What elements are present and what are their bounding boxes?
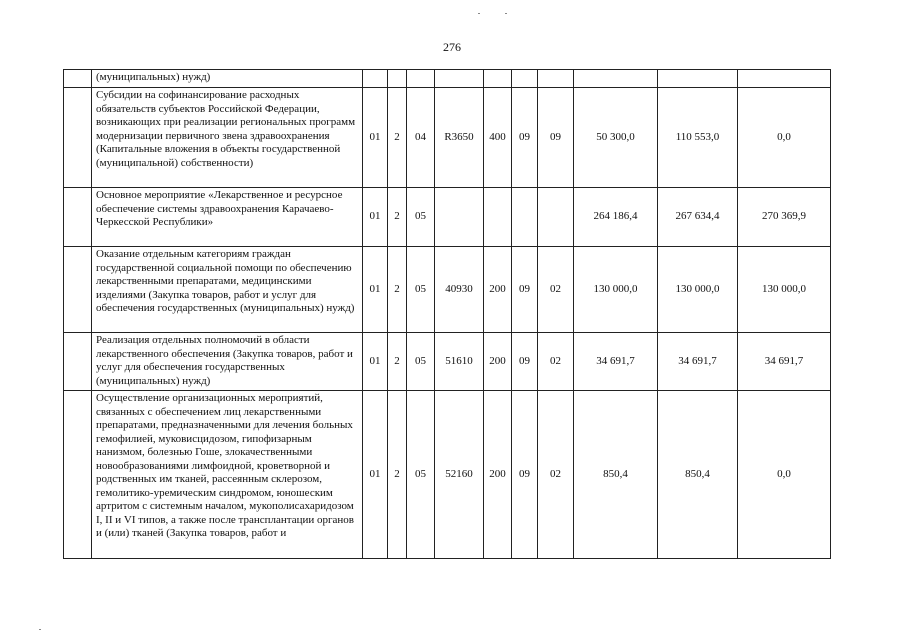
expense-type-cell: 200 <box>484 247 512 333</box>
scan-speck <box>478 13 480 14</box>
amount-year3-cell: 0,0 <box>738 88 831 188</box>
table-row <box>64 188 831 247</box>
row-number-cell <box>64 88 92 188</box>
section-code-cell: 09 <box>512 333 538 391</box>
description-cell: Субсидии на софинансирование расходных обязательств субъектов Российской Федерации, возникающих при реализации региональных программ модернизации первичного звена здравоохранения (Капитальные вложения в объекты государственной (муниципальной) собственности) <box>92 88 363 188</box>
row-number-cell <box>64 247 92 333</box>
main-measure-code-cell: 04 <box>407 88 435 188</box>
main-measure-code-cell: 05 <box>407 333 435 391</box>
program-code-cell: 01 <box>363 333 388 391</box>
amount-year3-cell: 130 000,0 <box>738 247 831 333</box>
amount-year1-cell: 850,4 <box>574 391 658 559</box>
subsection-code-cell <box>538 188 574 247</box>
amount-year1-cell: 34 691,7 <box>574 333 658 391</box>
direction-code-cell: 52160 <box>435 391 484 559</box>
subsection-code-cell <box>538 70 574 88</box>
direction-code-cell: 40930 <box>435 247 484 333</box>
table-row <box>64 333 831 391</box>
amount-year2-cell: 34 691,7 <box>658 333 738 391</box>
amount-year1-cell <box>574 70 658 88</box>
subsection-code-cell: 09 <box>538 88 574 188</box>
amount-year2-cell: 267 634,4 <box>658 188 738 247</box>
program-code-cell: 01 <box>363 247 388 333</box>
expense-type-cell <box>484 70 512 88</box>
amount-year1-cell: 264 186,4 <box>574 188 658 247</box>
description-cell: Основное мероприятие «Лекарственное и ресурсное обеспечение системы здравоохранения Карачаево-Черкесской Республики» <box>92 188 363 247</box>
section-code-cell: 09 <box>512 391 538 559</box>
budget-table <box>63 69 831 559</box>
page-number: 276 <box>443 40 461 54</box>
amount-year2-cell: 850,4 <box>658 391 738 559</box>
subprogram-code-cell <box>388 70 407 88</box>
program-code-cell: 01 <box>363 391 388 559</box>
table-row <box>64 247 831 333</box>
description-cell: Осуществление организационных мероприятий, связанных с обеспечением лиц лекарственными препаратами, предназначенными для лечения больных гемофилией, муковисцидозом, гипофизарным нанизмом, болезнью Гоше, злокачественными новообразованиями лимфоидной, кроветворной и родственных им тканей, рассеянным склерозом, гемолитико-уремическим синдромом, юношеским артритом с системным началом, мукополисахаридозом I, II и VI типов, а также после трансплантации органов и (или) тканей (Закупка товаров, работ и <box>92 391 363 559</box>
section-code-cell: 09 <box>512 88 538 188</box>
section-code-cell <box>512 70 538 88</box>
expense-type-cell <box>484 188 512 247</box>
row-number-cell <box>64 391 92 559</box>
description-cell: (муниципальных) нужд) <box>92 70 363 88</box>
main-measure-code-cell: 05 <box>407 188 435 247</box>
table-row <box>64 70 831 88</box>
row-number-cell <box>64 188 92 247</box>
subsection-code-cell: 02 <box>538 333 574 391</box>
amount-year2-cell <box>658 70 738 88</box>
section-code-cell <box>512 188 538 247</box>
row-number-cell <box>64 70 92 88</box>
subprogram-code-cell: 2 <box>388 333 407 391</box>
section-code-cell: 09 <box>512 247 538 333</box>
expense-type-cell: 200 <box>484 333 512 391</box>
description-cell: Оказание отдельным категориям граждан государственной социальной помощи по обеспечению лекарственными препаратами, медицинскими изделиями (Закупка товаров, работ и услуг для обеспечения государственных (муниципальных) нужд) <box>92 247 363 333</box>
direction-code-cell <box>435 70 484 88</box>
direction-code-cell: R3650 <box>435 88 484 188</box>
program-code-cell: 01 <box>363 88 388 188</box>
amount-year2-cell: 110 553,0 <box>658 88 738 188</box>
amount-year3-cell: 0,0 <box>738 391 831 559</box>
expense-type-cell: 200 <box>484 391 512 559</box>
subprogram-code-cell: 2 <box>388 391 407 559</box>
subprogram-code-cell: 2 <box>388 88 407 188</box>
table-row <box>64 391 831 559</box>
amount-year3-cell: 270 369,9 <box>738 188 831 247</box>
main-measure-code-cell: 05 <box>407 391 435 559</box>
amount-year3-cell: 34 691,7 <box>738 333 831 391</box>
direction-code-cell: 51610 <box>435 333 484 391</box>
main-measure-code-cell <box>407 70 435 88</box>
expense-type-cell: 400 <box>484 88 512 188</box>
subsection-code-cell: 02 <box>538 247 574 333</box>
amount-year2-cell: 130 000,0 <box>658 247 738 333</box>
subprogram-code-cell: 2 <box>388 188 407 247</box>
subsection-code-cell: 02 <box>538 391 574 559</box>
amount-year3-cell <box>738 70 831 88</box>
table-row <box>64 88 831 188</box>
amount-year1-cell: 130 000,0 <box>574 247 658 333</box>
description-cell: Реализация отдельных полномочий в области лекарственного обеспечения (Закупка товаров, работ и услуг для обеспечения государственных (муниципальных) нужд) <box>92 333 363 391</box>
program-code-cell: 01 <box>363 188 388 247</box>
amount-year1-cell: 50 300,0 <box>574 88 658 188</box>
row-number-cell <box>64 333 92 391</box>
scan-speck <box>39 629 41 630</box>
program-code-cell <box>363 70 388 88</box>
subprogram-code-cell: 2 <box>388 247 407 333</box>
direction-code-cell <box>435 188 484 247</box>
main-measure-code-cell: 05 <box>407 247 435 333</box>
scan-speck <box>505 13 507 14</box>
